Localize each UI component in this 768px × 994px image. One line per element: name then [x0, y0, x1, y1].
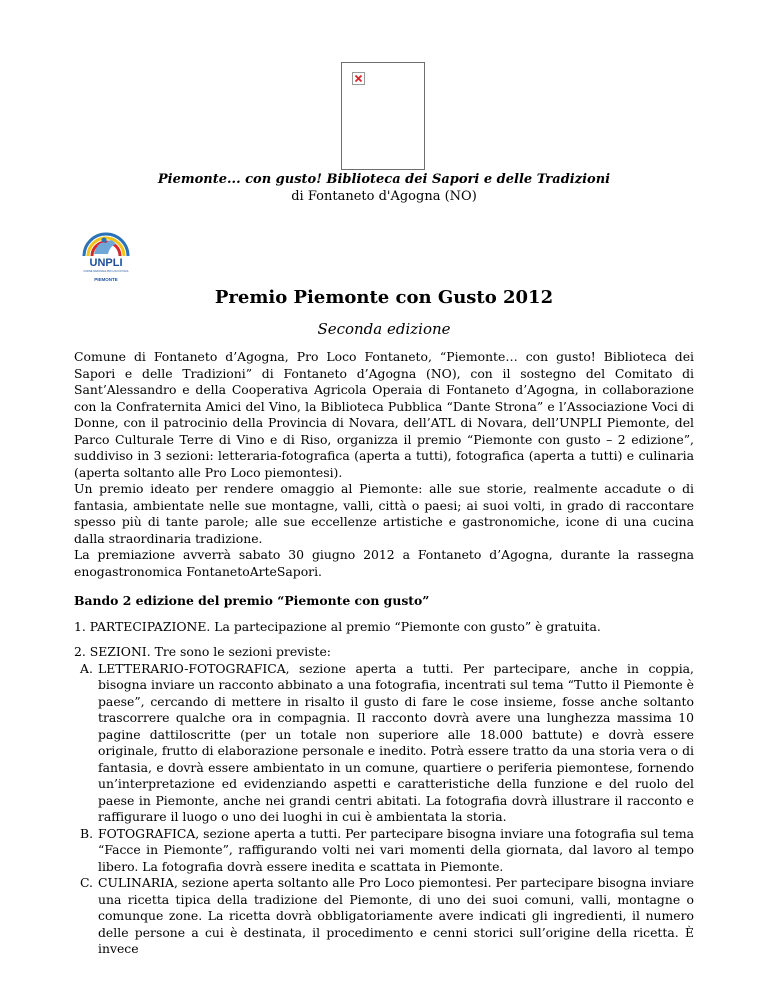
list-marker: A. — [80, 660, 93, 676]
list-item-text: CULINARIA, sezione aperta soltanto alle Pro Loco piemontesi. Per partecipare bisogna inviare una ricetta tipica della tradizione del Piemonte, di uno dei suoi comuni, valli, montagne o comunque zone. La ricetta dovrà obbligatoriamente avere indicati gli ingredienti, il numero delle persone a cui è destinata, il procedimento e cenni storici sull’origine della ricetta. È invece — [98, 875, 694, 956]
list-item — [80, 825, 694, 876]
list-item — [80, 875, 694, 958]
image-placeholder — [341, 62, 425, 170]
list-item-text: FOTOGRAFICA, sezione aperta a tutti. Per partecipare bisogna inviare una fotografia sul tema “Facce in Piemonte”, raffigurando volti nei vari momenti della giornata, dal lavoro al tempo libero. La fotografia dovrà essere inedita e scattata in Piemonte. — [98, 825, 694, 874]
unpli-logo — [74, 224, 138, 288]
logo-tagline: UNIONE NAZIONALE PRO LOCO D'ITALIA — [83, 271, 129, 273]
bando-heading: Bando 2 edizione del premio “Piemonte con gusto” — [74, 593, 430, 608]
logo-region: PIEMONTE — [94, 277, 118, 282]
logo-name: UNPLI — [89, 257, 123, 269]
section-partecipazione: 1. PARTECIPAZIONE. La partecipazione al premio “Piemonte con gusto” è gratuita. — [74, 618, 601, 634]
list-marker: B. — [80, 825, 94, 841]
library-location: di Fontaneto d'Agogna (NO) — [291, 189, 477, 204]
page-subtitle: Seconda edizione — [317, 320, 451, 338]
intro-paragraph: La premiazione avverrà sabato 30 giugno 2012 a Fontaneto d’Agogna, durante la rassegna enogastronomica FontanetoArteSapori. — [74, 547, 694, 579]
document-body — [74, 349, 694, 958]
section-sezioni: 2. SEZIONI. Tre sono le sezioni previste: — [74, 644, 331, 659]
list-item — [80, 660, 694, 826]
intro-paragraph: Un premio ideato per rendere omaggio al Piemonte: alle sue storie, realmente accadute o di fantasia, ambientate nelle sue montagne, valli, città o paesi; ai suoi volti, in grado di raccontare spesso più di tante parole; alle sue eccellenze artistiche e gastronomiche, icone di una cucina dalla straordinaria tradizione. — [74, 481, 694, 546]
sections-list — [74, 661, 694, 958]
intro-paragraph: Comune di Fontaneto d’Agogna, Pro Loco Fontaneto, “Piemonte… con gusto! Biblioteca dei Sapori e delle Tradizioni” di Fontaneto d’Agogna (NO), con il sostegno del Comitato di Sant’Alessandro e della Cooperativa Agricola Operaia di Fontaneto d’Agogna, in collaborazione con la Confraternita Amici del Vino, la Biblioteca Pubblica “Dante Strona” e l’Associazione Voci di Donne, con il patrocinio della Provincia di Novara, dell’ATL di Novara, dell’UNPLI Piemonte, del Parco Culturale Terre di Vino e di Riso, organizza il premio “Piemonte con gusto – 2 edizione”, suddiviso in 3 sezioni: letteraria-fotografica (aperta a tutti), fotografica (aperta a tutti) e culinaria (aperta soltanto alle Pro Loco piemontesi). — [74, 349, 694, 480]
page-title: Premio Piemonte con Gusto 2012 — [214, 287, 554, 308]
list-marker: C. — [80, 875, 93, 890]
list-item-text: LETTERARIO-FOTOGRAFICA, sezione aperta a tutti. Per partecipare, anche in coppia, bisogna inviare un racconto abbinato a una fotografia, incentrati sul tema “Tutto il Piemonte è paese”, cercando di mettere in risalto il gusto di fare le cose insieme, fosse anche soltanto trascorrere qualche ora in compagnia. Il racconto dovrà avere una lunghezza massima 10 pagine dattiloscritte (per un totale non superiore alle 18.000 battute) e dovrà essere originale, frutto di elaborazione personale e inedito. Potrà essere tratto da una storia vera o di fantasia, e dovrà essere ambientato in un comune, quartiere o periferia piemontese, fornendo un’interpretazione ed evidenziando aspetti e caratteristiche della funzione e del ruolo del paese in Piemonte, anche nei grandi centri abitati. La fotografia dovrà illustrare il racconto e raffigurare il luogo o uno dei luoghi in cui è ambientata la storia. — [98, 660, 694, 824]
broken-image-icon — [352, 72, 365, 85]
library-name: Piemonte... con gusto! Biblioteca dei Sapori e delle Tradizioni — [157, 172, 611, 187]
